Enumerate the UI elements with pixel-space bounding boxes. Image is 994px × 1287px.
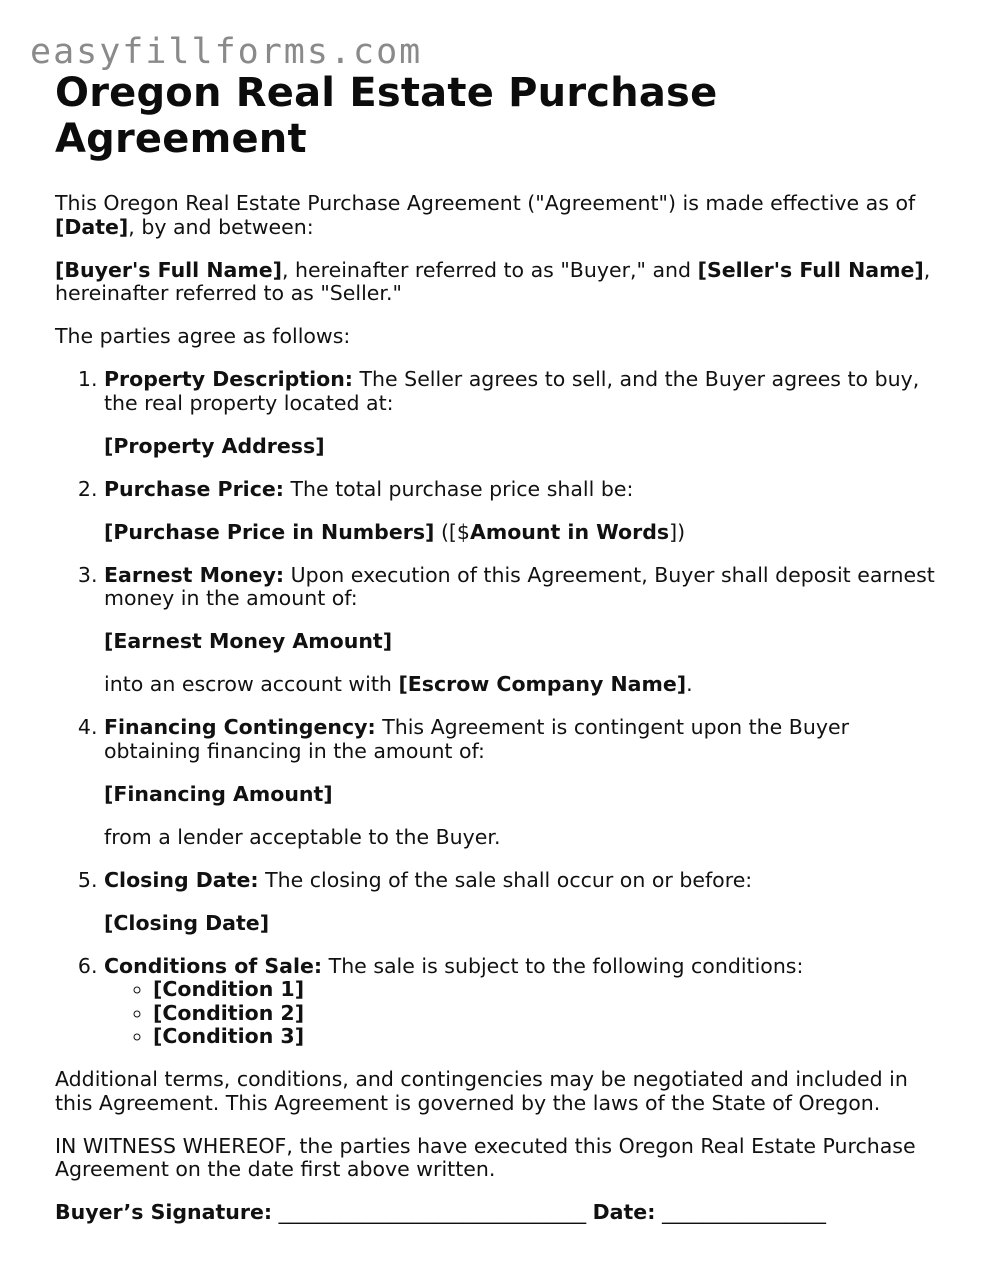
term-heading: Financing Contingency:	[104, 715, 376, 739]
date-blank[interactable]: ________________	[661, 1200, 826, 1224]
intro-paragraph	[55, 192, 935, 239]
agree-paragraph: The parties agree as follows:	[55, 324, 351, 348]
term-text: This Agreement is contingent upon the Buyer obtaining financing in the amount of:	[104, 715, 850, 763]
escrow-text: into an escrow account with	[104, 672, 392, 696]
condition-placeholder: [Condition 3]	[153, 1024, 305, 1048]
intro-text: This Oregon Real Estate Purchase Agreement ("Agreement") is made effective as of	[55, 191, 916, 215]
seller-name-placeholder: [Seller's Full Name]	[697, 257, 924, 282]
earnest-amount-placeholder: [Earnest Money Amount]	[104, 629, 393, 653]
conditions-list	[104, 978, 935, 1049]
intro-text-after: , by and between:	[128, 214, 314, 239]
price-close-bracket: ])	[669, 519, 686, 544]
term-text: The closing of the sale shall occur on or before:	[265, 867, 753, 892]
buyer-text: , hereinafter referred to as "Buyer," and	[281, 257, 692, 282]
page-title: Oregon Real Estate Purchase Agreement	[55, 70, 718, 162]
lender-text: from a lender acceptable to the Buyer.	[104, 824, 501, 849]
term-purchase-price	[104, 478, 935, 545]
property-address-placeholder: [Property Address]	[104, 433, 325, 458]
term-text: The total purchase price shall be:	[290, 476, 634, 501]
buyer-signature-label: Buyer’s Signature:	[55, 1200, 273, 1224]
term-heading: Property Description:	[104, 367, 353, 391]
price-numbers-placeholder: [Purchase Price in Numbers]	[104, 519, 435, 544]
list-item	[153, 978, 935, 1002]
closing-date-placeholder: [Closing Date]	[104, 910, 270, 935]
term-heading: Earnest Money:	[104, 562, 285, 587]
financing-amount-placeholder: [Financing Amount]	[104, 781, 333, 806]
term-earnest-money	[104, 564, 935, 697]
signature-line	[55, 1201, 935, 1225]
buyer-signature-blank[interactable]: ______________________________	[278, 1200, 587, 1224]
list-item	[153, 1025, 935, 1049]
escrow-end: .	[686, 672, 693, 696]
escrow-company-placeholder: [Escrow Company Name]	[398, 672, 687, 696]
price-open-bracket: ([$	[440, 519, 470, 544]
price-words-placeholder: Amount in Words	[469, 519, 670, 544]
term-heading: Purchase Price:	[104, 476, 284, 501]
term-text: Upon execution of this Agreement, Buyer shall deposit earnest money in the amount of:	[104, 562, 935, 610]
term-closing-date	[104, 869, 935, 936]
document-page	[55, 70, 935, 1225]
condition-placeholder: [Condition 1]	[153, 977, 305, 1001]
term-heading: Conditions of Sale:	[104, 953, 323, 978]
parties-paragraph	[55, 259, 935, 306]
condition-placeholder: [Condition 2]	[153, 1000, 305, 1025]
term-conditions-of-sale	[104, 955, 935, 1049]
term-financing-contingency	[104, 716, 935, 849]
term-text: The Seller agrees to sell, and the Buyer agrees to buy, the real property located at:	[104, 367, 920, 415]
seller-text: , hereinafter referred to as "Seller."	[55, 257, 931, 305]
date-label: Date:	[592, 1200, 656, 1224]
watermark: easyfillforms.com	[30, 32, 423, 72]
date-placeholder: [Date]	[55, 214, 129, 239]
witness-paragraph: IN WITNESS WHEREOF, the parties have executed this Oregon Real Estate Purchase Agreement on the date first above written.	[55, 1133, 916, 1181]
term-text: The sale is subject to the following conditions:	[328, 953, 804, 978]
buyer-name-placeholder: [Buyer's Full Name]	[55, 257, 282, 282]
terms-list	[55, 368, 935, 1049]
list-item	[153, 1002, 935, 1026]
term-heading: Closing Date:	[104, 867, 259, 892]
additional-terms-paragraph: Additional terms, conditions, and contingencies may be negotiated and included in this Agreement. This Agreement is governed by the laws of the State of Oregon.	[55, 1067, 908, 1115]
term-property-description	[104, 368, 935, 458]
